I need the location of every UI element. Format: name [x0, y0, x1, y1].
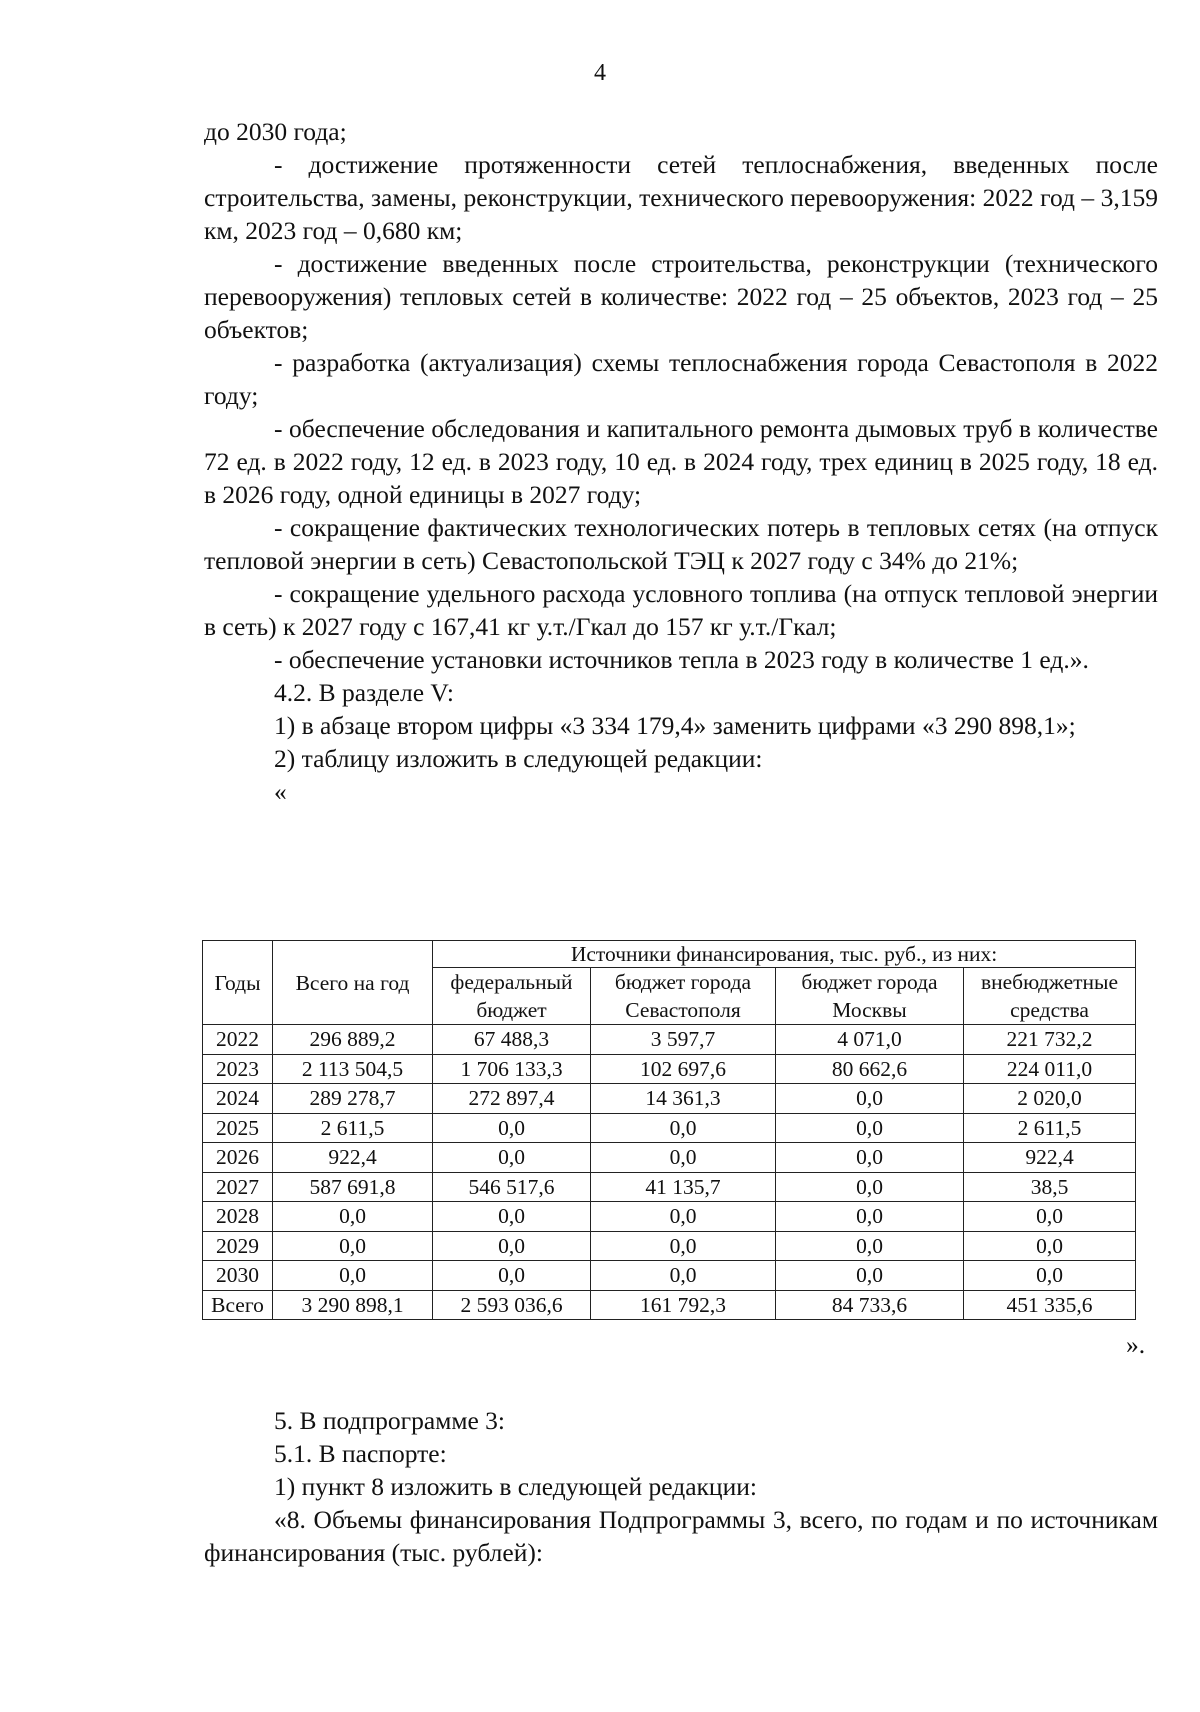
cell-sevastopol: 102 697,6 — [591, 1054, 776, 1084]
paragraph: - обеспечение обследования и капитального ремонта дымовых труб в количестве 72 ед. в 2022 году, 12 ед. в 2023 году, 10 ед. в 2024 году, трех единиц в 2025 году, 18 ед. в 2026 году, одной единицы в 2027 году; — [204, 414, 1158, 509]
cell-extrabudget: 0,0 — [964, 1202, 1136, 1232]
cell-moscow: 0,0 — [776, 1143, 964, 1173]
cell-federal: 1 706 133,3 — [433, 1054, 591, 1084]
cell-moscow: 80 662,6 — [776, 1054, 964, 1084]
cell-moscow: 0,0 — [776, 1231, 964, 1261]
body-text-lower — [204, 1404, 1158, 1569]
cell-year: 2027 — [203, 1172, 273, 1202]
cell-extrabudget: 0,0 — [964, 1231, 1136, 1261]
cell-moscow: 0,0 — [776, 1084, 964, 1114]
body-text-upper — [204, 115, 1158, 808]
cell-total: 587 691,8 — [273, 1172, 433, 1202]
table-total-row — [203, 1290, 1136, 1320]
table-row — [203, 1143, 1136, 1173]
cell-sevastopol: 161 792,3 — [591, 1290, 776, 1320]
cell-moscow: 0,0 — [776, 1202, 964, 1232]
cell-moscow: 0,0 — [776, 1113, 964, 1143]
cell-extrabudget: 2 611,5 — [964, 1113, 1136, 1143]
cell-year: 2024 — [203, 1084, 273, 1114]
table-row — [203, 1084, 1136, 1114]
cell-sevastopol: 41 135,7 — [591, 1172, 776, 1202]
paragraph: - сокращение фактических технологических потерь в тепловых сетях (на отпуск тепловой энергии в сеть) Севастопольской ТЭЦ к 2027 году с 34% до 21%; — [204, 513, 1158, 575]
cell-moscow: 0,0 — [776, 1261, 964, 1291]
cell-year: Всего — [203, 1290, 273, 1320]
opening-quote: « — [274, 777, 287, 806]
cell-extrabudget: 224 011,0 — [964, 1054, 1136, 1084]
table-row — [203, 1231, 1136, 1261]
table-header-row — [203, 941, 1136, 968]
paragraph: «8. Объемы финансирования Подпрограммы 3, всего, по годам и по источникам финансирования (тыс. рублей): — [204, 1505, 1158, 1567]
cell-federal: 0,0 — [433, 1113, 591, 1143]
cell-total: 0,0 — [273, 1231, 433, 1261]
cell-total: 2 113 504,5 — [273, 1054, 433, 1084]
page-number: 4 — [594, 60, 606, 86]
cell-year: 2029 — [203, 1231, 273, 1261]
cell-extrabudget: 451 335,6 — [964, 1290, 1136, 1320]
paragraph: 1) пункт 8 изложить в следующей редакции: — [274, 1472, 757, 1501]
header-years: Годы — [203, 941, 273, 1025]
cell-total: 3 290 898,1 — [273, 1290, 433, 1320]
paragraph: 5. В подпрограмме 3: — [274, 1406, 505, 1435]
paragraph: 2) таблицу изложить в следующей редакции: — [274, 744, 763, 773]
cell-total: 922,4 — [273, 1143, 433, 1173]
paragraph: до 2030 года; — [204, 117, 347, 146]
cell-year: 2028 — [203, 1202, 273, 1232]
cell-sevastopol: 3 597,7 — [591, 1025, 776, 1055]
cell-year: 2025 — [203, 1113, 273, 1143]
cell-year: 2023 — [203, 1054, 273, 1084]
cell-federal: 0,0 — [433, 1231, 591, 1261]
cell-moscow: 4 071,0 — [776, 1025, 964, 1055]
cell-sevastopol: 0,0 — [591, 1261, 776, 1291]
cell-sevastopol: 0,0 — [591, 1143, 776, 1173]
paragraph: - обеспечение установки источников тепла в 2023 году в количестве 1 ед.». — [274, 645, 1089, 674]
header-sources: Источники финансирования, тыс. руб., из них: — [433, 941, 1136, 968]
cell-extrabudget: 2 020,0 — [964, 1084, 1136, 1114]
cell-federal: 0,0 — [433, 1261, 591, 1291]
cell-sevastopol: 0,0 — [591, 1202, 776, 1232]
table-row — [203, 1025, 1136, 1055]
cell-sevastopol: 14 361,3 — [591, 1084, 776, 1114]
header-moscow: бюджет города Москвы — [776, 968, 964, 1025]
closing-quote: ». — [1126, 1330, 1146, 1359]
cell-extrabudget: 922,4 — [964, 1143, 1136, 1173]
cell-sevastopol: 0,0 — [591, 1113, 776, 1143]
cell-sevastopol: 0,0 — [591, 1231, 776, 1261]
paragraph: 4.2. В разделе V: — [274, 678, 455, 707]
table-row — [203, 1113, 1136, 1143]
cell-federal: 0,0 — [433, 1202, 591, 1232]
cell-total: 289 278,7 — [273, 1084, 433, 1114]
cell-total: 296 889,2 — [273, 1025, 433, 1055]
paragraph: - достижение протяженности сетей теплоснабжения, введенных после строительства, замены, реконструкции, технического перевооружения: 2022 год – 3,159 км, 2023 год – 0,680 км; — [204, 150, 1158, 245]
paragraph: 1) в абзаце втором цифры «3 334 179,4» заменить цифрами «3 290 898,1»; — [274, 711, 1076, 740]
cell-federal: 0,0 — [433, 1143, 591, 1173]
cell-moscow: 0,0 — [776, 1172, 964, 1202]
paragraph: - сокращение удельного расхода условного топлива (на отпуск тепловой энергии в сеть) к 2027 году с 167,41 кг у.т./Гкал до 157 кг у.т./Гкал; — [204, 579, 1158, 641]
cell-federal: 272 897,4 — [433, 1084, 591, 1114]
cell-year: 2022 — [203, 1025, 273, 1055]
cell-federal: 546 517,6 — [433, 1172, 591, 1202]
cell-federal: 67 488,3 — [433, 1025, 591, 1055]
cell-total: 0,0 — [273, 1261, 433, 1291]
financing-table — [202, 940, 1136, 1320]
header-extrabudget: внебюджетные средства — [964, 968, 1136, 1025]
paragraph: 5.1. В паспорте: — [274, 1439, 447, 1468]
cell-year: 2026 — [203, 1143, 273, 1173]
cell-moscow: 84 733,6 — [776, 1290, 964, 1320]
table-row — [203, 1054, 1136, 1084]
cell-federal: 2 593 036,6 — [433, 1290, 591, 1320]
cell-extrabudget: 38,5 — [964, 1172, 1136, 1202]
paragraph: - достижение введенных после строительства, реконструкции (технического перевооружения) тепловых сетей в количестве: 2022 год – 25 объектов, 2023 год – 25 объектов; — [204, 249, 1158, 344]
table-row — [203, 1172, 1136, 1202]
header-sevastopol: бюджет города Севастополя — [591, 968, 776, 1025]
cell-extrabudget: 221 732,2 — [964, 1025, 1136, 1055]
cell-extrabudget: 0,0 — [964, 1261, 1136, 1291]
table-row — [203, 1202, 1136, 1232]
table-row — [203, 1261, 1136, 1291]
cell-year: 2030 — [203, 1261, 273, 1291]
header-federal: федеральный бюджет — [433, 968, 591, 1025]
header-total: Всего на год — [273, 941, 433, 1025]
cell-total: 2 611,5 — [273, 1113, 433, 1143]
cell-total: 0,0 — [273, 1202, 433, 1232]
paragraph: - разработка (актуализация) схемы теплоснабжения города Севастополя в 2022 году; — [204, 348, 1158, 410]
